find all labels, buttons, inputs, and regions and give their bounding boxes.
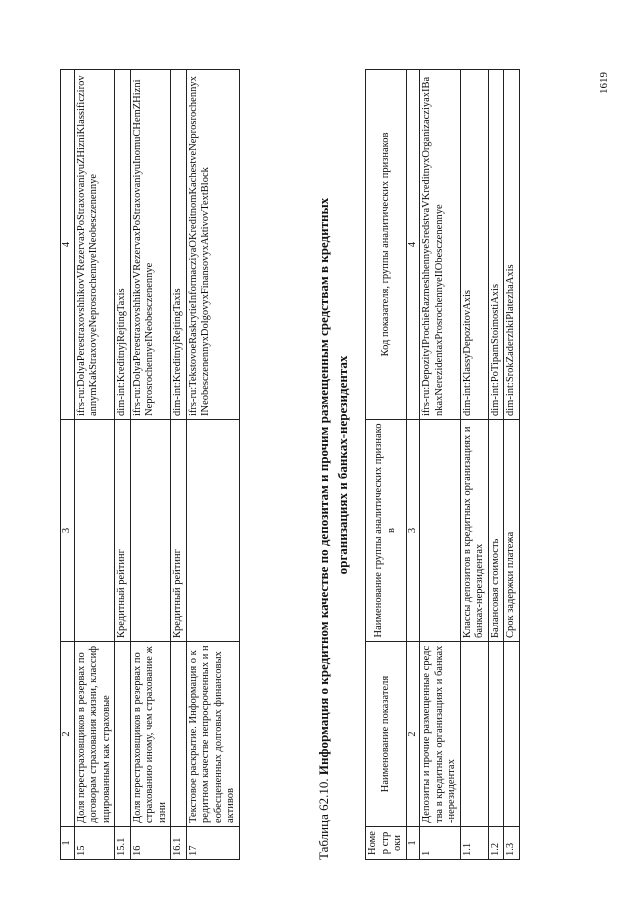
row-number: 1.3	[504, 827, 520, 860]
indicator-code: dim-int:KreditnyjRejtingTaxis	[115, 70, 131, 420]
indicator-code: ifrs-ru:DolyaPerestraxovshhikovVRezervaxPoStraxovaniyuInomuCHemZHizniNeprosrochennyeINeobesczenennye	[130, 70, 171, 420]
column-number: 4	[61, 70, 75, 420]
indicator-code: dim-int:PoTipamStoimostiAxis	[488, 70, 504, 420]
column-number: 4	[406, 70, 420, 420]
indicator-code: dim-int:SrokZaderzhkiPlatezhaAxis	[504, 70, 520, 420]
row-number: 1.1	[460, 827, 488, 860]
caption-title-continued: организациях и банках-нерезидентах	[335, 355, 350, 575]
table-row	[115, 70, 131, 860]
column-number: 3	[406, 420, 420, 642]
indicator-name	[460, 642, 488, 827]
table-row	[171, 70, 187, 860]
header-row	[366, 70, 407, 860]
table-row	[488, 70, 504, 860]
column-number-row	[61, 70, 75, 860]
header-code: Код показателя, группы аналитических признаков	[366, 70, 407, 420]
caption-title: Информация о кредитном качестве по депозитам и прочим размещенным средствам в кредитных	[316, 197, 331, 776]
indicator-code: dim-int:KreditnyjRejtingTaxis	[171, 70, 187, 420]
indicator-code: ifrs-ru:DepozityIProchieRazmeshhennyeSredstvaVKreditnyxOrganizacziyaxIBankaxNerezidentaxProsrochennyeIIObesczenennye	[420, 70, 461, 420]
row-number: 1.2	[488, 827, 504, 860]
indicators-table-continued	[60, 69, 240, 860]
row-number: 16	[130, 827, 171, 860]
analytic-group-name: Классы депозитов в кредитных организациях и банках-нерезидентах	[460, 420, 488, 642]
credit-quality-deposits-table	[365, 69, 520, 860]
analytic-group-name	[420, 420, 461, 642]
indicator-name	[115, 642, 131, 827]
row-number: 16.1	[171, 827, 187, 860]
indicator-name	[504, 642, 520, 827]
analytic-group-name: Срок задержки платежа	[504, 420, 520, 642]
column-number-row	[406, 70, 420, 860]
column-number: 2	[406, 642, 420, 827]
row-number: 17	[186, 827, 239, 860]
indicator-name	[488, 642, 504, 827]
column-number: 1	[406, 827, 420, 860]
header-indicator-name: Наименование показателя	[366, 642, 407, 827]
table-row	[74, 70, 115, 860]
row-number: 1	[420, 827, 461, 860]
column-number: 1	[61, 827, 75, 860]
indicator-code: dim-int:KlassyDepozitovAxis	[460, 70, 488, 420]
analytic-group-name: Балансовая стоимость	[488, 420, 504, 642]
header-row-number: Номер строки	[366, 827, 407, 860]
analytic-group-name	[186, 420, 239, 642]
column-number: 2	[61, 642, 75, 827]
rotated-page	[60, 70, 620, 860]
table-caption	[315, 70, 351, 860]
header-group-name: Наименование группы аналитических признаков	[366, 420, 407, 642]
indicator-name	[171, 642, 187, 827]
table-row	[186, 70, 239, 860]
analytic-group-name: Кредитный рейтинг	[115, 420, 131, 642]
analytic-group-name: Кредитный рейтинг	[171, 420, 187, 642]
indicator-name: Доля перестраховщиков в резервах по договорам страхования жизни, классифицированным как страховые	[74, 642, 115, 827]
indicator-name: Депозиты и прочие размещенные средства в кредитных организациях и банках-нерезидентах	[420, 642, 461, 827]
indicator-code: ifrs-ru:TekstovoeRaskrytieInformacziyaOKreditnomKachestveNeprosrochennyxINeobesczenennyxDolgovyxFinansovyxAktivovTextBlock	[186, 70, 239, 420]
analytic-group-name	[74, 420, 115, 642]
analytic-group-name	[130, 420, 171, 642]
indicator-name: Доля перестраховщиков в резервах по страхованию иному, чем страхование жизни	[130, 642, 171, 827]
indicator-code: ifrs-ru:DolyaPerestraxovshhikovVRezervaxPoStraxovaniyuZHizniKlassificzirovannymKakStraxovyeNeprosrochennyeINeobesczenennye	[74, 70, 115, 420]
indicator-name: Текстовое раскрытие. Информация о кредитном качестве непросроченных и необесцененных долговых финансовых активов	[186, 642, 239, 827]
table-row	[130, 70, 171, 860]
page-number: 1619	[598, 72, 610, 94]
row-number: 15	[74, 827, 115, 860]
column-number: 3	[61, 420, 75, 642]
table-row	[504, 70, 520, 860]
table-row	[460, 70, 488, 860]
table-row	[420, 70, 461, 860]
row-number: 15.1	[115, 827, 131, 860]
caption-lead: Таблица 62.10.	[316, 778, 331, 860]
